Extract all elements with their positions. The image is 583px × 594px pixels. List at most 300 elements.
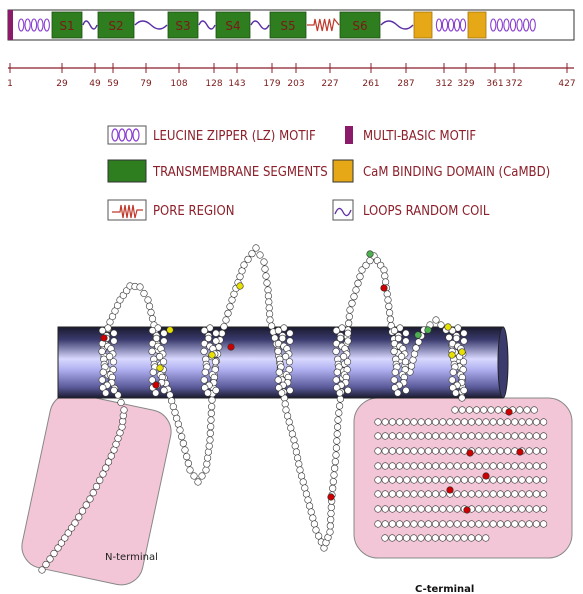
residue-bead: [447, 448, 454, 455]
c-terminal-label: C-terminal: [415, 584, 475, 594]
residue-bead: [203, 467, 210, 474]
residue-bead: [310, 515, 317, 522]
legend-multibasic-label: MULTI-BASIC MOTIF: [363, 129, 477, 144]
residue-bead: [375, 521, 382, 528]
residue-bead: [404, 491, 411, 498]
scale-tick: [435, 63, 452, 89]
residue-bead: [461, 491, 468, 498]
residue-bead: [490, 463, 497, 470]
legend: [108, 126, 550, 220]
residue-bead: [461, 338, 468, 345]
residue-bead: [87, 496, 94, 503]
residue-bead: [425, 448, 432, 455]
residue-bead: [241, 262, 248, 269]
residue-bead: [468, 535, 475, 542]
residue-bead: [425, 419, 432, 426]
residue-bead: [466, 407, 473, 414]
residue-bead: [533, 419, 540, 426]
residue-bead: [497, 419, 504, 426]
residue-bead: [337, 396, 344, 403]
residue-bead: [526, 463, 533, 470]
residue-bead: [47, 556, 54, 563]
residue-bead: [79, 508, 86, 515]
legend-camdb-label: CaM BINDING DOMAIN (CaMBD): [363, 165, 551, 180]
residue-bead: [475, 535, 482, 542]
residue-bead: [512, 463, 519, 470]
residue-bead: [533, 491, 540, 498]
residue-bead: [298, 473, 305, 480]
residue-bead: [533, 463, 540, 470]
residue-bead: [183, 453, 190, 460]
tick-label: 227: [321, 79, 339, 89]
residue-bead: [512, 521, 519, 528]
residue-bead: [391, 348, 398, 355]
residue-bead: [411, 477, 418, 484]
residue-bead: [308, 509, 315, 516]
residue-bead: [336, 403, 343, 410]
n-terminal-label: N-terminal: [105, 552, 158, 563]
residue-bead: [283, 407, 290, 414]
residue-bead: [454, 463, 461, 470]
residue-bead: [450, 369, 457, 376]
residue-bead: [345, 387, 352, 394]
residue-bead: [382, 463, 389, 470]
residue-bead: [447, 419, 454, 426]
multibasic-swatch: [345, 126, 353, 144]
residue-bead: [483, 535, 490, 542]
residue-bead: [504, 448, 511, 455]
residue-bead: [440, 448, 447, 455]
residue-bead: [476, 506, 483, 513]
scale-tick: [263, 63, 280, 89]
residue-bead: [490, 448, 497, 455]
residue-bead: [425, 463, 432, 470]
residue-bead: [137, 284, 144, 291]
residue-bead: [459, 349, 466, 356]
residue-bead: [141, 290, 148, 297]
residue-bead: [540, 491, 547, 498]
tick-label: 312: [435, 79, 453, 89]
residue-bead: [526, 448, 533, 455]
residue-bead: [396, 463, 403, 470]
residue-bead: [533, 521, 540, 528]
segment-label: S2: [108, 19, 124, 33]
residue-bead: [497, 491, 504, 498]
residue-bead: [355, 280, 362, 287]
residue-bead: [291, 437, 298, 444]
residue-bead: [504, 463, 511, 470]
residue-bead: [454, 419, 461, 426]
residue-bead: [432, 448, 439, 455]
residue-bead: [111, 387, 118, 394]
residue-bead: [187, 467, 194, 474]
residue-bead: [150, 369, 157, 376]
residue-bead: [497, 463, 504, 470]
residue-bead: [313, 527, 320, 534]
residue-bead: [476, 521, 483, 528]
residue-bead: [111, 330, 118, 337]
residue-bead: [454, 521, 461, 528]
residue-bead: [182, 447, 189, 454]
scale-tick: [321, 63, 338, 89]
residue-bead: [454, 448, 461, 455]
residue-bead: [460, 359, 467, 366]
residue-bead: [300, 479, 307, 486]
residue-bead: [330, 478, 337, 485]
residue-bead: [152, 390, 159, 397]
residue-bead: [327, 516, 334, 523]
residue-bead: [504, 419, 511, 426]
residue-bead: [382, 273, 389, 280]
residue-bead: [468, 491, 475, 498]
domain-segment-camdb: [468, 12, 486, 38]
residue-bead: [446, 334, 453, 341]
residue-bead: [389, 477, 396, 484]
scale-tick: [362, 63, 379, 89]
residue-bead: [207, 430, 214, 437]
residue-bead: [506, 409, 513, 416]
residue-bead: [268, 323, 275, 330]
tick-label: 29: [56, 79, 68, 89]
residue-bead: [540, 463, 547, 470]
residue-bead: [526, 506, 533, 513]
residue-bead: [335, 417, 342, 424]
residue-bead: [219, 330, 226, 337]
residue-bead: [396, 477, 403, 484]
residue-bead: [418, 506, 425, 513]
residue-bead: [533, 448, 540, 455]
residue-bead: [375, 463, 382, 470]
legend-pore-label: PORE REGION: [153, 204, 235, 219]
legend-multibasic: [345, 126, 476, 144]
residue-bead: [286, 359, 293, 366]
residue-bead: [347, 307, 354, 314]
residue-bead: [396, 521, 403, 528]
residue-bead: [396, 506, 403, 513]
residue-bead: [497, 477, 504, 484]
residue-bead: [213, 338, 220, 345]
residue-bead: [454, 477, 461, 484]
tick-label: 59: [107, 79, 119, 89]
residue-bead: [403, 338, 410, 345]
residue-bead: [497, 506, 504, 513]
residue-bead: [418, 448, 425, 455]
residue-bead: [533, 477, 540, 484]
tick-label: 361: [486, 79, 504, 89]
tick-label: 108: [170, 79, 188, 89]
residue-bead: [90, 489, 97, 496]
residue-bead: [396, 419, 403, 426]
residue-bead: [459, 395, 466, 402]
residue-bead: [432, 535, 439, 542]
residue-bead: [201, 348, 208, 355]
residue-bead: [275, 377, 282, 384]
residue-bead: [540, 506, 547, 513]
segment-label: S4: [225, 19, 241, 33]
scale-tick: [505, 63, 522, 89]
residue-bead: [227, 303, 234, 310]
residue-bead: [245, 256, 252, 263]
residue-bead: [497, 521, 504, 528]
residue-bead: [440, 477, 447, 484]
residue-bead: [389, 419, 396, 426]
residue-bead: [411, 521, 418, 528]
camdb-swatch: [333, 160, 353, 182]
residue-bead: [263, 273, 270, 280]
residue-bead: [249, 250, 256, 257]
residue-bead: [425, 491, 432, 498]
residue-bead: [264, 280, 271, 287]
residue-bead: [387, 316, 394, 323]
legend-lz-label: LEUCINE ZIPPER (LZ) MOTIF: [153, 129, 316, 144]
residue-bead: [382, 279, 389, 286]
residue-bead: [512, 477, 519, 484]
residue-bead: [425, 433, 432, 440]
scale-tick: [228, 63, 245, 89]
residue-bead: [278, 390, 285, 397]
residue-bead: [375, 433, 382, 440]
residue-bead: [425, 506, 432, 513]
residue-bead: [512, 433, 519, 440]
residue-bead: [432, 491, 439, 498]
residue-bead: [410, 357, 417, 364]
residue-bead: [148, 309, 155, 316]
scale-tick: [89, 63, 101, 89]
residue-bead: [146, 303, 153, 310]
residue-bead: [367, 251, 374, 258]
residue-bead: [432, 433, 439, 440]
residue-bead: [415, 339, 422, 346]
residue-bead: [261, 259, 268, 266]
residue-bead: [305, 497, 312, 504]
residue-bead: [433, 317, 440, 324]
residue-bead: [389, 506, 396, 513]
residue-bead: [411, 433, 418, 440]
residue-bead: [375, 419, 382, 426]
residue-bead: [208, 417, 215, 424]
residue-bead: [425, 327, 432, 334]
residue-bead: [404, 477, 411, 484]
residue-bead: [389, 521, 396, 528]
residue-bead: [110, 359, 117, 366]
residue-bead: [519, 433, 526, 440]
tick-label: 372: [505, 79, 523, 89]
domain-segment-tm: [340, 12, 380, 38]
residue-bead: [102, 465, 109, 472]
residue-bead: [327, 529, 334, 536]
residue-bead: [205, 449, 212, 456]
legend-pore: [108, 200, 234, 220]
residue-bead: [39, 567, 46, 574]
residue-bead: [306, 503, 313, 510]
residue-bead: [432, 463, 439, 470]
residue-bead: [266, 305, 273, 312]
residue-bead: [504, 506, 511, 513]
residue-bead: [540, 521, 547, 528]
residue-bead: [464, 507, 471, 514]
domain-segment-tm: [52, 12, 82, 38]
residue-bead: [452, 390, 459, 397]
residue-bead: [334, 369, 341, 376]
residue-bead: [396, 491, 403, 498]
residue-bead: [161, 387, 168, 394]
residue-bead: [540, 433, 547, 440]
residue-bead: [389, 535, 396, 542]
residue-bead: [328, 504, 335, 511]
residue-bead: [411, 351, 418, 358]
residue-bead: [540, 477, 547, 484]
residue-bead: [382, 535, 389, 542]
scale-tick: [558, 63, 575, 89]
residue-bead: [266, 299, 273, 306]
residue-bead: [411, 448, 418, 455]
residue-bead: [206, 443, 213, 450]
residue-bead: [311, 521, 318, 528]
residue-bead: [540, 448, 547, 455]
residue-bead: [207, 437, 214, 444]
residue-bead: [389, 448, 396, 455]
residue-bead: [225, 310, 232, 317]
residue-bead: [286, 419, 293, 426]
residue-bead: [315, 533, 322, 540]
residue-bead: [382, 521, 389, 528]
residue-bead: [449, 352, 456, 359]
residue-bead: [161, 338, 168, 345]
residue-bead: [396, 535, 403, 542]
residue-bead: [297, 467, 304, 474]
residue-bead: [333, 452, 340, 459]
residue-bead: [404, 433, 411, 440]
residue-bead: [447, 433, 454, 440]
tick-label: 1: [7, 79, 13, 89]
residue-bead: [391, 377, 398, 384]
residue-bead: [440, 506, 447, 513]
legend-lz: [108, 126, 316, 144]
residue-bead: [440, 419, 447, 426]
residue-bead: [403, 330, 410, 337]
residue-bead: [526, 521, 533, 528]
residue-bead: [265, 287, 272, 294]
residue-bead: [440, 491, 447, 498]
residue-bead: [302, 485, 309, 492]
residue-bead: [432, 521, 439, 528]
residue-bead: [257, 252, 264, 259]
residue-bead: [519, 521, 526, 528]
residue-bead: [153, 382, 160, 389]
residue-bead: [461, 477, 468, 484]
residue-bead: [375, 477, 382, 484]
residue-bead: [195, 479, 202, 486]
tick-label: 261: [362, 79, 380, 89]
residue-bead: [490, 491, 497, 498]
residue-bead: [382, 491, 389, 498]
residue-bead: [415, 332, 422, 339]
residue-bead: [440, 521, 447, 528]
legend-loops: [333, 200, 490, 220]
residue-bead: [149, 348, 156, 355]
residue-bead: [519, 477, 526, 484]
residue-bead: [118, 399, 125, 406]
residue-bead: [262, 266, 269, 273]
residue-bead: [533, 433, 540, 440]
residue-bead: [512, 506, 519, 513]
residue-bead: [149, 315, 156, 322]
residue-bead: [418, 463, 425, 470]
residue-bead: [336, 410, 343, 417]
residue-bead: [418, 535, 425, 542]
residue-bead: [524, 407, 531, 414]
residue-bead: [296, 461, 303, 468]
residue-bead: [526, 491, 533, 498]
residue-bead: [385, 297, 392, 304]
residue-bead: [447, 487, 454, 494]
residue-bead: [531, 407, 538, 414]
residue-bead: [438, 322, 445, 329]
tick-label: 49: [89, 79, 101, 89]
residue-bead: [202, 369, 209, 376]
residue-bead: [411, 506, 418, 513]
residue-bead: [454, 491, 461, 498]
segment-label: S5: [280, 19, 296, 33]
residue-bead: [483, 491, 490, 498]
residue-bead: [468, 521, 475, 528]
residue-bead: [468, 419, 475, 426]
residue-bead: [404, 419, 411, 426]
residue-bead: [382, 477, 389, 484]
residue-bead: [208, 403, 215, 410]
residue-bead: [483, 473, 490, 480]
residue-bead: [375, 506, 382, 513]
scale-tick: [140, 63, 152, 89]
residue-bead: [331, 472, 338, 479]
residue-bead: [331, 465, 338, 472]
residue-bead: [389, 463, 396, 470]
residue-bead: [212, 359, 219, 366]
residue-bead: [209, 397, 216, 404]
residue-bead: [512, 419, 519, 426]
residue-bead: [381, 285, 388, 292]
residue-bead: [447, 463, 454, 470]
residue-bead: [519, 491, 526, 498]
residue-bead: [384, 291, 391, 298]
tick-label: 203: [287, 79, 305, 89]
residue-bead: [483, 433, 490, 440]
residue-bead: [345, 320, 352, 327]
residue-bead: [476, 463, 483, 470]
legend-tm: [108, 160, 328, 182]
residue-bead: [402, 359, 409, 366]
residue-bead: [504, 477, 511, 484]
residue-bead: [204, 455, 211, 462]
residue-bead: [418, 477, 425, 484]
residue-bead: [345, 330, 352, 337]
residue-bead: [287, 330, 294, 337]
residue-bead: [223, 317, 230, 324]
domain-segment-tm: [168, 12, 198, 38]
residue-bead: [454, 535, 461, 542]
residue-bead: [209, 352, 216, 359]
residue-bead: [332, 458, 339, 465]
residue-bead: [454, 433, 461, 440]
residue-bead: [411, 419, 418, 426]
residue-bead: [504, 491, 511, 498]
residue-bead: [327, 523, 334, 530]
residue-bead: [403, 387, 410, 394]
residue-bead: [303, 491, 310, 498]
residue-bead: [160, 359, 167, 366]
residue-bead: [468, 477, 475, 484]
residue-bead: [389, 433, 396, 440]
